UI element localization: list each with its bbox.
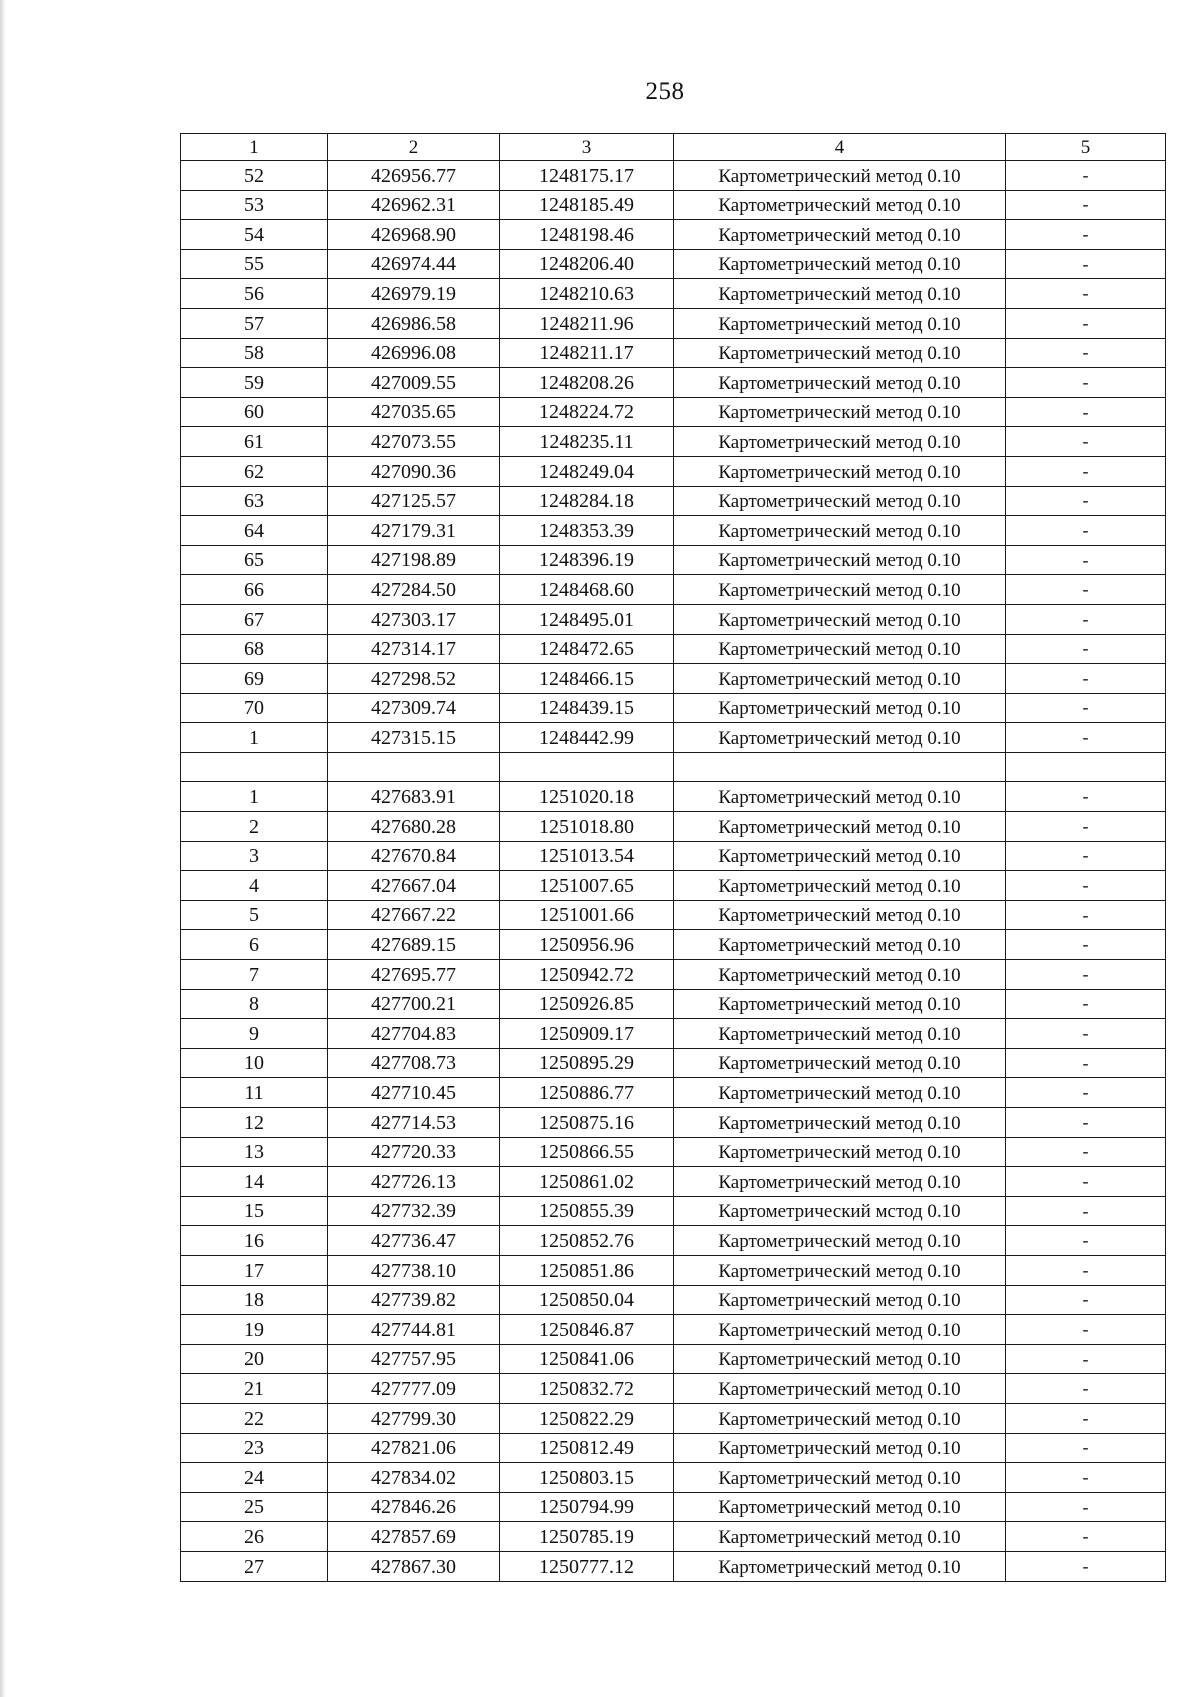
method-cell: Картометрический метод 0.10 [674,1463,1006,1493]
point-number-cell: 1 [181,723,328,753]
point-number-cell: 8 [181,989,328,1019]
method-cell: Картометрический метод 0.10 [674,1255,1006,1285]
note-cell: - [1006,723,1166,753]
coord-y-cell: 1250895.29 [500,1048,674,1078]
method-cell: Картометрический метод 0.10 [674,1374,1006,1404]
method-cell: Картометрический метод 0.10 [674,1285,1006,1315]
coord-x-cell: 427736.47 [328,1226,500,1256]
coord-y-cell: 1250866.55 [500,1137,674,1167]
coord-y-cell: 1248439.15 [500,693,674,723]
note-cell: - [1006,900,1166,930]
coord-y-cell: 1248175.17 [500,161,674,191]
table-row [181,930,1166,960]
note-cell: - [1006,190,1166,220]
coord-y-cell: 1250822.29 [500,1403,674,1433]
coord-x-cell: 426968.90 [328,220,500,250]
table-row [181,1433,1166,1463]
note-cell: - [1006,516,1166,546]
method-cell: Картометрический метод 0.10 [674,456,1006,486]
note-cell: - [1006,161,1166,191]
coord-y-cell: 1250812.49 [500,1433,674,1463]
note-cell: - [1006,1167,1166,1197]
coord-y-cell: 1248210.63 [500,279,674,309]
coord-x-cell: 427777.09 [328,1374,500,1404]
coord-y-cell: 1250942.72 [500,960,674,990]
point-number-cell: 14 [181,1167,328,1197]
point-number-cell: 19 [181,1315,328,1345]
coord-y-cell: 1250851.86 [500,1255,674,1285]
coord-y-cell: 1250861.02 [500,1167,674,1197]
table-row [181,516,1166,546]
point-number-cell: 20 [181,1344,328,1374]
coord-x-cell: 426996.08 [328,338,500,368]
coord-y-cell: 1250886.77 [500,1078,674,1108]
note-cell: - [1006,782,1166,812]
coord-x-cell: 427315.15 [328,723,500,753]
coord-x-cell: 427035.65 [328,397,500,427]
coord-x-cell: 426956.77 [328,161,500,191]
table-row [181,693,1166,723]
coord-y-cell: 1251001.66 [500,900,674,930]
table-row [181,456,1166,486]
table-row [181,1137,1166,1167]
coord-x-cell: 427708.73 [328,1048,500,1078]
coord-x-cell: 427857.69 [328,1522,500,1552]
method-cell: Картометрический метод 0.10 [674,693,1006,723]
coord-x-cell: 427726.13 [328,1167,500,1197]
page-number: 258 [645,78,685,105]
point-number-cell: 53 [181,190,328,220]
table-row [181,989,1166,1019]
method-cell: Картометрический метод 0.10 [674,1167,1006,1197]
note-cell: - [1006,545,1166,575]
note-cell: - [1006,1048,1166,1078]
method-cell: Картометрический метод 0.10 [674,1226,1006,1256]
point-number-cell: 54 [181,220,328,250]
note-cell: - [1006,279,1166,309]
point-number-cell: 2 [181,812,328,842]
table-row [181,1315,1166,1345]
coord-x-cell: 427738.10 [328,1255,500,1285]
point-number-cell: 25 [181,1492,328,1522]
coord-x-cell: 427309.74 [328,693,500,723]
method-cell: Картометрический метод 0.10 [674,427,1006,457]
coord-y-cell: 1250855.39 [500,1196,674,1226]
header-col-1: 1 [181,134,328,161]
method-cell: Картометрический метод 0.10 [674,1433,1006,1463]
coord-x-cell: 427198.89 [328,545,500,575]
header-col-2: 2 [328,134,500,161]
method-cell: Картометрический метод 0.10 [674,220,1006,250]
header-col-5: 5 [1006,134,1166,161]
point-number-cell: 22 [181,1403,328,1433]
method-cell: Картометрический метод 0.10 [674,1522,1006,1552]
method-cell: Картометрический метод 0.10 [674,308,1006,338]
note-cell: - [1006,1078,1166,1108]
method-cell: Картометрический метод 0.10 [674,634,1006,664]
table-row [181,1048,1166,1078]
point-number-cell: 58 [181,338,328,368]
table-row [181,338,1166,368]
point-number-cell: 65 [181,545,328,575]
table-row [181,1019,1166,1049]
coord-x-cell: 426962.31 [328,190,500,220]
note-cell: - [1006,604,1166,634]
coord-y-cell: 1248211.96 [500,308,674,338]
method-cell: Картометрический метод 0.10 [674,1403,1006,1433]
point-number-cell: 27 [181,1551,328,1581]
note-cell: - [1006,308,1166,338]
table-row [181,1285,1166,1315]
table-row [181,1167,1166,1197]
point-number-cell: 18 [181,1285,328,1315]
table-row [181,427,1166,457]
coord-y-cell: 1248206.40 [500,249,674,279]
point-number-cell: 7 [181,960,328,990]
coord-y-cell: 1248495.01 [500,604,674,634]
note-cell: - [1006,249,1166,279]
coord-y-cell: 1250846.87 [500,1315,674,1345]
note-cell: - [1006,1522,1166,1552]
point-number-cell: 55 [181,249,328,279]
coord-x-cell: 427799.30 [328,1403,500,1433]
table-row [181,279,1166,309]
table-row [181,1551,1166,1581]
method-cell: Картометрический метод 0.10 [674,516,1006,546]
empty-cell [328,752,500,782]
coordinates-table-container [180,133,1165,1582]
point-number-cell: 69 [181,664,328,694]
note-cell: - [1006,1463,1166,1493]
coord-x-cell: 427704.83 [328,1019,500,1049]
coord-y-cell: 1250803.15 [500,1463,674,1493]
empty-cell [181,752,328,782]
point-number-cell: 59 [181,368,328,398]
table-row [181,1492,1166,1522]
note-cell: - [1006,634,1166,664]
method-cell: Картометрический метод 0.10 [674,1137,1006,1167]
table-row [181,1078,1166,1108]
coord-y-cell: 1250850.04 [500,1285,674,1315]
coord-x-cell: 427179.31 [328,516,500,546]
point-number-cell: 56 [181,279,328,309]
coord-y-cell: 1251020.18 [500,782,674,812]
method-cell: Картометрический метод 0.10 [674,1551,1006,1581]
coord-x-cell: 427090.36 [328,456,500,486]
coord-x-cell: 427846.26 [328,1492,500,1522]
coord-y-cell: 1250852.76 [500,1226,674,1256]
note-cell: - [1006,1108,1166,1138]
note-cell: - [1006,220,1166,250]
method-cell: Картометрический метод 0.10 [674,841,1006,871]
table-row [181,1108,1166,1138]
point-number-cell: 63 [181,486,328,516]
coord-x-cell: 427867.30 [328,1551,500,1581]
group-separator-row [181,752,1166,782]
table-header-row [181,134,1166,161]
method-cell: Картометрический метод 0.10 [674,1019,1006,1049]
point-number-cell: 24 [181,1463,328,1493]
table-row [181,308,1166,338]
coord-x-cell: 427710.45 [328,1078,500,1108]
method-cell: Картометрический метод 0.10 [674,575,1006,605]
note-cell: - [1006,1226,1166,1256]
note-cell: - [1006,960,1166,990]
table-row [181,1255,1166,1285]
coord-x-cell: 427667.04 [328,871,500,901]
point-number-cell: 10 [181,1048,328,1078]
method-cell: Картометрический метод 0.10 [674,1048,1006,1078]
note-cell: - [1006,1344,1166,1374]
note-cell: - [1006,575,1166,605]
point-number-cell: 60 [181,397,328,427]
note-cell: - [1006,368,1166,398]
table-row [181,634,1166,664]
coord-x-cell: 427073.55 [328,427,500,457]
table-row [181,1226,1166,1256]
coord-x-cell: 427314.17 [328,634,500,664]
coord-y-cell: 1250777.12 [500,1551,674,1581]
coord-x-cell: 427732.39 [328,1196,500,1226]
method-cell: Картометрический метод 0.10 [674,782,1006,812]
note-cell: - [1006,1433,1166,1463]
table-row [181,545,1166,575]
note-cell: - [1006,1403,1166,1433]
coord-y-cell: 1251018.80 [500,812,674,842]
coord-x-cell: 427744.81 [328,1315,500,1345]
coord-y-cell: 1248211.17 [500,338,674,368]
coord-y-cell: 1251013.54 [500,841,674,871]
coord-y-cell: 1248235.11 [500,427,674,457]
coord-x-cell: 427303.17 [328,604,500,634]
point-number-cell: 13 [181,1137,328,1167]
coord-x-cell: 427667.22 [328,900,500,930]
note-cell: - [1006,664,1166,694]
table-row [181,900,1166,930]
method-cell: Картометрический метод 0.10 [674,190,1006,220]
header-col-3: 3 [500,134,674,161]
table-row [181,1522,1166,1552]
point-number-cell: 61 [181,427,328,457]
point-number-cell: 6 [181,930,328,960]
note-cell: - [1006,989,1166,1019]
note-cell: - [1006,1374,1166,1404]
method-cell: Картометрический метод 0.10 [674,1078,1006,1108]
method-cell: Картометрический метод 0.10 [674,368,1006,398]
header-col-4: 4 [674,134,1006,161]
note-cell: - [1006,338,1166,368]
coord-y-cell: 1248224.72 [500,397,674,427]
coord-x-cell: 427670.84 [328,841,500,871]
table-body [181,161,1166,1582]
scan-edge-shadow [0,0,6,1697]
method-cell: Картометрический метод 0.10 [674,723,1006,753]
coord-x-cell: 426974.44 [328,249,500,279]
coord-y-cell: 1248468.60 [500,575,674,605]
point-number-cell: 52 [181,161,328,191]
coord-y-cell: 1248198.46 [500,220,674,250]
coord-y-cell: 1248442.99 [500,723,674,753]
note-cell: - [1006,486,1166,516]
coord-y-cell: 1248396.19 [500,545,674,575]
point-number-cell: 26 [181,1522,328,1552]
point-number-cell: 15 [181,1196,328,1226]
coord-x-cell: 427298.52 [328,664,500,694]
coord-x-cell: 426986.58 [328,308,500,338]
coord-x-cell: 427700.21 [328,989,500,1019]
table-row [181,960,1166,990]
coord-y-cell: 1250926.85 [500,989,674,1019]
table-row [181,1344,1166,1374]
table-row [181,1374,1166,1404]
coord-x-cell: 427834.02 [328,1463,500,1493]
table-row [181,664,1166,694]
method-cell: Картометрический метод 0.10 [674,930,1006,960]
note-cell: - [1006,1492,1166,1522]
point-number-cell: 16 [181,1226,328,1256]
method-cell: Картометрический метод 0.10 [674,1492,1006,1522]
note-cell: - [1006,693,1166,723]
method-cell: Картометрический метод 0.10 [674,397,1006,427]
note-cell: - [1006,397,1166,427]
point-number-cell: 62 [181,456,328,486]
point-number-cell: 70 [181,693,328,723]
method-cell: Картометрический метод 0.10 [674,1315,1006,1345]
coordinates-table [180,133,1166,1582]
coord-x-cell: 427284.50 [328,575,500,605]
point-number-cell: 17 [181,1255,328,1285]
method-cell: Картометрический метод 0.10 [674,486,1006,516]
point-number-cell: 4 [181,871,328,901]
table-row [181,1196,1166,1226]
note-cell: - [1006,841,1166,871]
point-number-cell: 21 [181,1374,328,1404]
note-cell: - [1006,812,1166,842]
table-row [181,161,1166,191]
coord-x-cell: 427689.15 [328,930,500,960]
table-row [181,604,1166,634]
note-cell: - [1006,1285,1166,1315]
method-cell: Картометрический метод 0.10 [674,871,1006,901]
coord-x-cell: 427757.95 [328,1344,500,1374]
coord-y-cell: 1248353.39 [500,516,674,546]
method-cell: Картометрический метод 0.10 [674,1344,1006,1374]
method-cell: Картометрический метод 0.10 [674,545,1006,575]
coord-y-cell: 1250832.72 [500,1374,674,1404]
coord-y-cell: 1250875.16 [500,1108,674,1138]
point-number-cell: 5 [181,900,328,930]
note-cell: - [1006,930,1166,960]
table-row [181,575,1166,605]
coord-y-cell: 1250794.99 [500,1492,674,1522]
table-row [181,1403,1166,1433]
note-cell: - [1006,1315,1166,1345]
method-cell: Картометрический метод 0.10 [674,338,1006,368]
coord-x-cell: 427739.82 [328,1285,500,1315]
coord-y-cell: 1248249.04 [500,456,674,486]
coord-y-cell: 1248472.65 [500,634,674,664]
note-cell: - [1006,427,1166,457]
point-number-cell: 1 [181,782,328,812]
point-number-cell: 23 [181,1433,328,1463]
coord-y-cell: 1250841.06 [500,1344,674,1374]
point-number-cell: 68 [181,634,328,664]
table-row [181,249,1166,279]
table-row [181,723,1166,753]
coord-y-cell: 1251007.65 [500,871,674,901]
empty-cell [500,752,674,782]
table-row [181,368,1166,398]
coord-x-cell: 426979.19 [328,279,500,309]
method-cell: Картометрический метод 0.10 [674,279,1006,309]
table-row [181,220,1166,250]
coord-y-cell: 1250956.96 [500,930,674,960]
table-row [181,812,1166,842]
coord-x-cell: 427695.77 [328,960,500,990]
method-cell: Картометрический метод 0.10 [674,249,1006,279]
empty-cell [674,752,1006,782]
coord-y-cell: 1248284.18 [500,486,674,516]
coord-x-cell: 427714.53 [328,1108,500,1138]
table-row [181,486,1166,516]
coord-x-cell: 427720.33 [328,1137,500,1167]
table-row [181,871,1166,901]
method-cell: Картометрический метод 0.10 [674,812,1006,842]
method-cell: Картометрический метод 0.10 [674,960,1006,990]
note-cell: - [1006,456,1166,486]
table-row [181,782,1166,812]
table-row [181,841,1166,871]
point-number-cell: 12 [181,1108,328,1138]
point-number-cell: 3 [181,841,328,871]
empty-cell [1006,752,1166,782]
coord-y-cell: 1248208.26 [500,368,674,398]
coord-y-cell: 1250909.17 [500,1019,674,1049]
point-number-cell: 9 [181,1019,328,1049]
point-number-cell: 11 [181,1078,328,1108]
coord-y-cell: 1250785.19 [500,1522,674,1552]
point-number-cell: 64 [181,516,328,546]
coord-x-cell: 427683.91 [328,782,500,812]
method-cell: Картометрический мстод 0.10 [674,1196,1006,1226]
note-cell: - [1006,1019,1166,1049]
note-cell: - [1006,1137,1166,1167]
method-cell: Картометрический метод 0.10 [674,664,1006,694]
coord-y-cell: 1248185.49 [500,190,674,220]
coord-x-cell: 427125.57 [328,486,500,516]
note-cell: - [1006,871,1166,901]
table-row [181,1463,1166,1493]
method-cell: Картометрический метод 0.10 [674,900,1006,930]
note-cell: - [1006,1196,1166,1226]
method-cell: Картометрический метод 0.10 [674,161,1006,191]
coord-x-cell: 427009.55 [328,368,500,398]
method-cell: Картометрический метод 0.10 [674,989,1006,1019]
note-cell: - [1006,1255,1166,1285]
point-number-cell: 66 [181,575,328,605]
point-number-cell: 57 [181,308,328,338]
coord-y-cell: 1248466.15 [500,664,674,694]
note-cell: - [1006,1551,1166,1581]
table-row [181,397,1166,427]
coord-x-cell: 427821.06 [328,1433,500,1463]
table-row [181,190,1166,220]
method-cell: Картометрический метод 0.10 [674,1108,1006,1138]
method-cell: Картометрический метод 0.10 [674,604,1006,634]
point-number-cell: 67 [181,604,328,634]
coord-x-cell: 427680.28 [328,812,500,842]
